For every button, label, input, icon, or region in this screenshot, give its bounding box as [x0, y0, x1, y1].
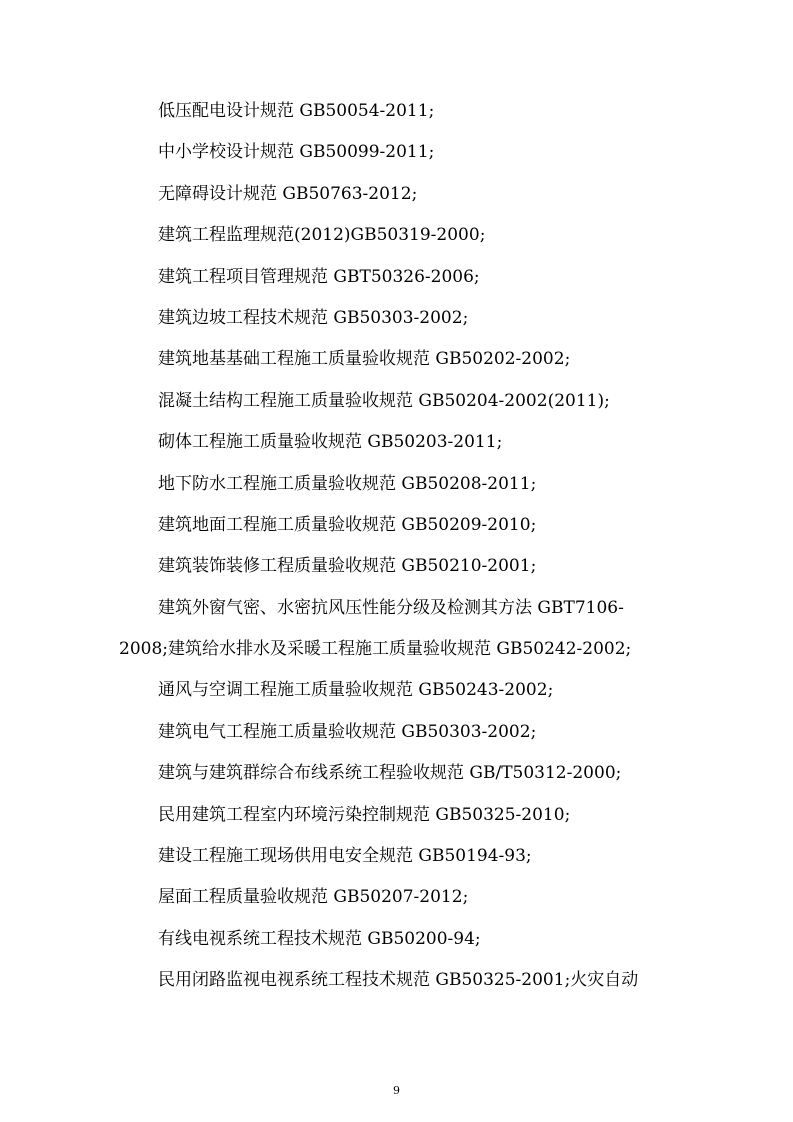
- standard-line: 低压配电设计规范 GB50054-2011;: [158, 101, 435, 121]
- standard-line-continuation: 2008;建筑给水排水及采暖工程施工质量验收规范 GB50242-2002;: [119, 639, 632, 660]
- standard-line: 混凝土结构工程施工质量验收规范 GB50204-2002(2011);: [158, 390, 610, 411]
- standard-line: 建筑工程监理规范(2012)GB50319-2000;: [158, 225, 486, 246]
- standard-line: 建筑地面工程施工质量验收规范 GB50209-2010;: [158, 514, 537, 535]
- standard-line: 民用建筑工程室内环境污染控制规范 GB50325-2010;: [158, 804, 571, 825]
- standard-line: 建筑工程项目管理规范 GBT50326-2006;: [158, 266, 480, 287]
- standard-line: 地下防水工程施工质量验收规范 GB50208-2011;: [158, 473, 537, 494]
- standard-line: 建设工程施工现场供用电安全规范 GB50194-93;: [158, 846, 532, 867]
- standard-line: 通风与空调工程施工质量验收规范 GB50243-2002;: [158, 680, 554, 701]
- standard-line: 中小学校设计规范 GB50099-2011;: [158, 142, 435, 163]
- standard-line: 有线电视系统工程技术规范 GB50200-94;: [158, 928, 481, 949]
- standard-line: 建筑边坡工程技术规范 GB50303-2002;: [158, 307, 469, 328]
- standard-line: 建筑外窗气密、水密抗风压性能分级及检测其方法 GBT7106-: [158, 597, 624, 618]
- page-number: 9: [393, 1084, 400, 1097]
- standard-line: 建筑装饰装修工程质量验收规范 GB50210-2001;: [158, 556, 537, 577]
- standard-line: 民用闭路监视电视系统工程技术规范 GB50325-2001;火灾自动: [158, 970, 639, 991]
- document-body: [119, 94, 679, 1005]
- standard-line: 建筑地基基础工程施工质量验收规范 GB50202-2002;: [158, 349, 571, 370]
- standard-line: 建筑电气工程施工质量验收规范 GB50303-2002;: [158, 721, 537, 742]
- standard-line: 砌体工程施工质量验收规范 GB50203-2011;: [158, 432, 503, 453]
- standard-line: 无障碍设计规范 GB50763-2012;: [158, 183, 418, 204]
- standard-line: 建筑与建筑群综合布线系统工程验收规范 GB/T50312-2000;: [158, 763, 622, 784]
- standard-line: 屋面工程质量验收规范 GB50207-2012;: [158, 887, 469, 908]
